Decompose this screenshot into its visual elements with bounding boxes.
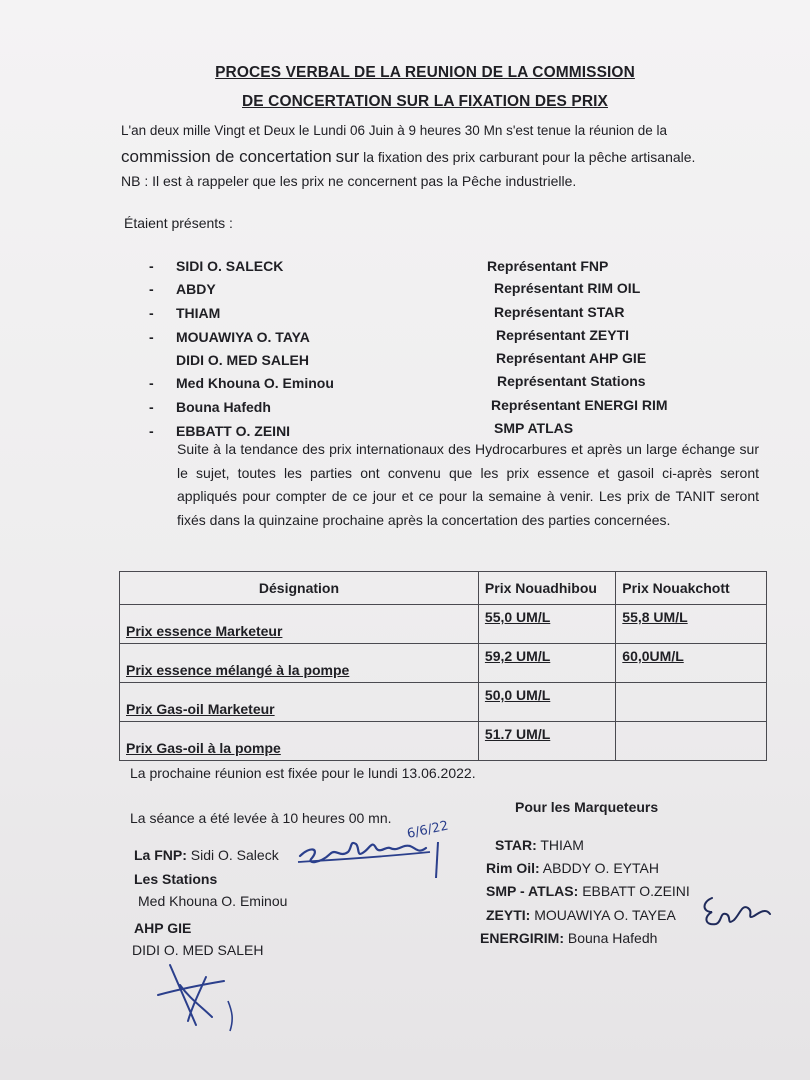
ahp-signature [150,955,240,1035]
ahp-name: DIDI O. MED SALEH [132,942,264,958]
nouakchott-cell: 55,8 UM/L [616,605,767,644]
attendee-name: - ABDY [149,281,216,297]
attendee-name: - SIDI O. SALECK [149,258,284,274]
zeyti-signatory: ZEYTI: MOUAWIYA O. TAYEA [486,907,676,923]
attendee-role: Représentant Stations [497,373,646,389]
attendee-role: SMP ATLAS [494,420,574,436]
attendee-role: Représentant STAR [494,304,625,320]
attendee-name: DIDI O. MED SALEH [176,352,310,368]
fnp-signature [290,818,470,878]
nouadhibou-cell: 55,0 UM/L [478,605,615,644]
table-header-row [120,572,767,605]
table-row [120,644,767,683]
attendee-role: Représentant RIM OIL [494,280,641,296]
nouadhibou-cell: 50,0 UM/L [478,683,615,722]
session-closed-text: La séance a été levée à 10 heures 00 mn. [130,810,392,826]
price-table [119,571,767,761]
attendee-name: - EBBATT O. ZEINI [149,423,291,439]
star-signatory: STAR: THIAM [495,837,584,853]
intro-line2-b: sur [335,147,360,166]
table-row [120,722,767,761]
marketers-heading: Pour les Marqueteurs [515,799,659,815]
attendee-role: Représentant ENERGI RIM [491,397,668,413]
header-nouakchott: Prix Nouakchott [616,572,767,605]
attendee-name: - Bouna Hafedh [149,399,271,415]
designation-cell: Prix Gas-oil Marketeur [120,683,479,722]
table-row [120,605,767,644]
attendee-role: Représentant ZEYTI [496,327,630,343]
intro-line2 [121,145,761,169]
nouakchott-cell [616,722,767,761]
present-label: Étaient présents : [124,215,233,231]
attendee-role: Représentant AHP GIE [496,350,647,366]
nouadhibou-cell: 59,2 UM/L [478,644,615,683]
intro-line2-a: commission de concertation [121,147,332,166]
nouadhibou-cell: 51.7 UM/L [478,722,615,761]
designation-cell: Prix Gas-oil à la pompe [120,722,479,761]
rimoil-signatory: Rim Oil: ABDDY O. EYTAH [486,860,659,876]
energirim-signatory: ENERGIRIM: Bouna Hafedh [480,930,658,946]
table-row [120,683,767,722]
document-title-line2: DE CONCERTATION SUR LA FIXATION DES PRIX [242,93,608,110]
intro-paragraph [121,119,761,193]
intro-line2-c: la fixation des prix carburant pour la pêche artisanale. [363,149,696,165]
nouakchott-cell: 60,0UM/L [616,644,767,683]
header-nouadhibou: Prix Nouadhibou [478,572,615,605]
zeyti-signature [696,888,776,938]
attendee-role: Représentant FNP [487,258,609,274]
designation-cell: Prix essence Marketeur [120,605,479,644]
fnp-signatory: La FNP: Sidi O. Saleck [134,847,279,863]
attendee-name: - Med Khouna O. Eminou [149,375,334,391]
header-designation: Désignation [120,572,479,605]
nouakchott-cell [616,683,767,722]
ahp-label: AHP GIE [134,920,192,936]
next-meeting-text: La prochaine réunion est fixée pour le lundi 13.06.2022. [130,765,476,781]
attendee-name: - MOUAWIYA O. TAYA [149,329,310,345]
handwritten-date: 6/6/22 [405,818,450,842]
intro-line1: L'an deux mille Vingt et Deux le Lundi 06 Juin à 9 heures 30 Mn s'est tenue la réunion de la [121,123,668,138]
nb-note: NB : Il est à rappeler que les prix ne concernent pas la Pêche industrielle. [121,173,577,189]
designation-cell: Prix essence mélangé à la pompe [120,644,479,683]
smp-atlas-signatory: SMP - ATLAS: EBBATT O.ZEINI [486,883,690,899]
stations-name: Med Khouna O. Eminou [138,893,288,909]
document-title-line1: PROCES VERBAL DE LA REUNION DE LA COMMISSION [215,64,635,81]
stations-label: Les Stations [134,871,218,887]
agreement-paragraph: Suite à la tendance des prix internationaux des Hydrocarbures et après un large échange sur le sujet, toutes les parties ont convenu que les prix essence et gasoil ci-après seront appliqués pour compter de ce jour et ce pour la semaine à venir. Les prix de TANIT seront fixés dans la quinzaine prochaine après la concertation des parties concernées. [177,441,759,528]
attendee-name: - THIAM [149,305,221,321]
